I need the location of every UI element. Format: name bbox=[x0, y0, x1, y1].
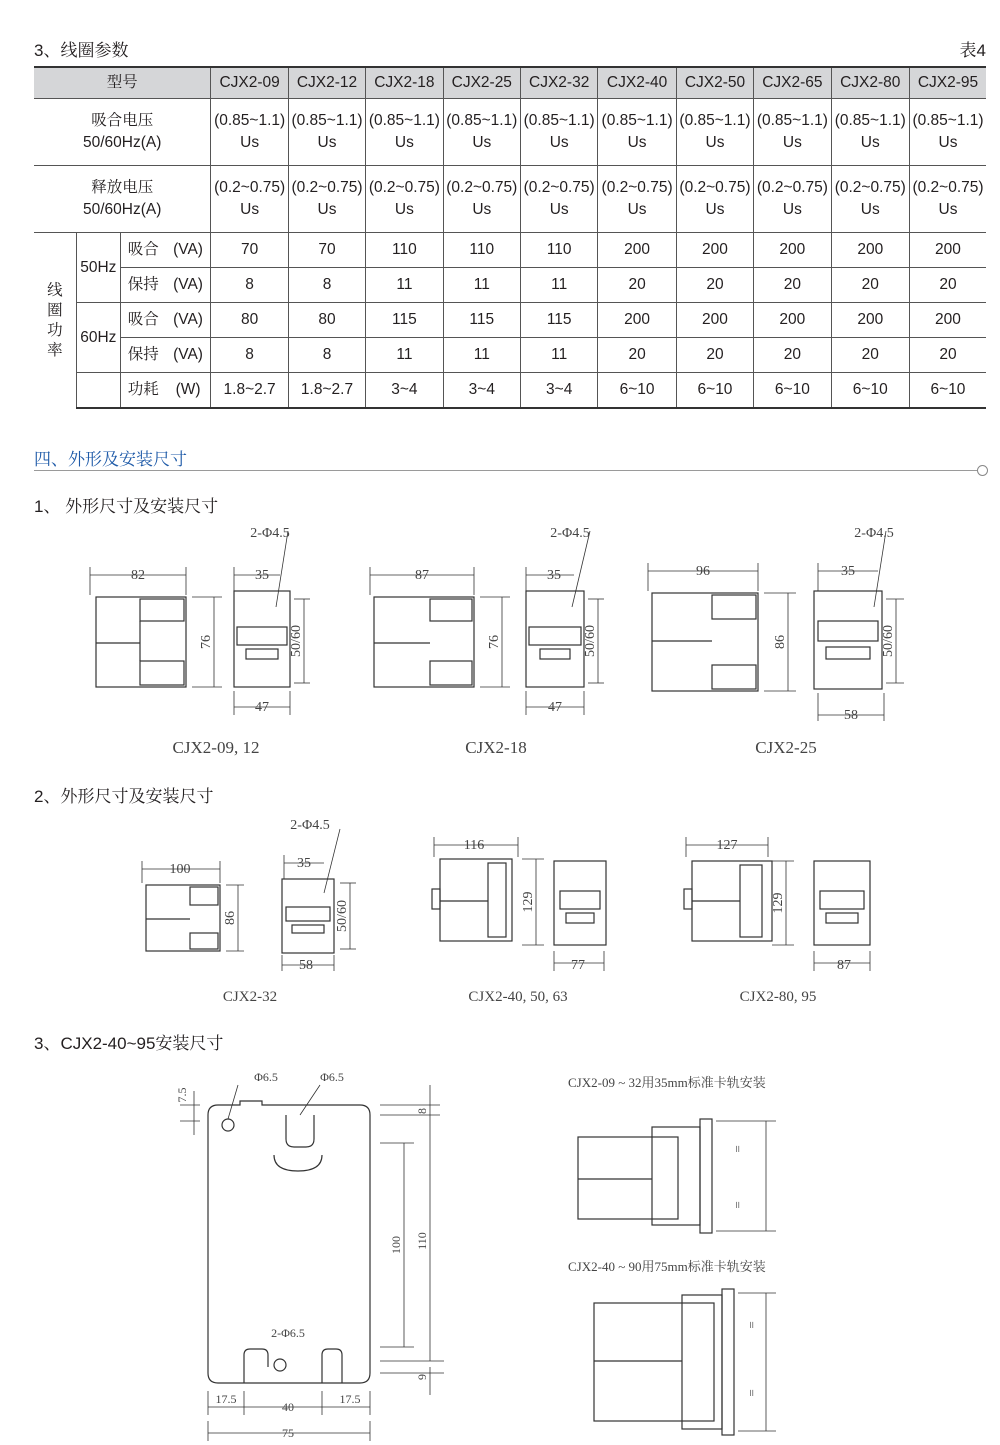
table-number: 表4 bbox=[959, 41, 986, 60]
value-cell: 20 bbox=[909, 268, 986, 303]
mounting-slot-icon bbox=[286, 1115, 314, 1147]
value-cell: 80 bbox=[211, 303, 288, 338]
value-cell: 11 bbox=[443, 338, 520, 373]
pickup-voltage-label: 吸合电压 50/60Hz(A) bbox=[34, 99, 211, 166]
model-cell: CJX2-18 bbox=[366, 67, 443, 99]
side-view-cjx2-40 bbox=[432, 859, 512, 941]
section-title: 3、线圈参数 bbox=[34, 41, 129, 60]
dim-8-label: 8 bbox=[415, 1108, 429, 1114]
dim-35-label: 35 bbox=[547, 568, 561, 583]
row-name: 功耗 bbox=[120, 373, 165, 409]
freq-50hz-label: 50Hz bbox=[76, 233, 120, 303]
equal-mark: = bbox=[730, 1145, 745, 1153]
subsection-3-title: 3、CJX2-40~95安装尺寸 bbox=[34, 1034, 224, 1053]
dim-width-label: 96 bbox=[696, 564, 710, 579]
hole-label: 2-Φ4.5 bbox=[290, 818, 330, 833]
model-cell: CJX2-50 bbox=[676, 67, 753, 99]
dim-35-label: 35 bbox=[255, 568, 269, 583]
value-cell: (0.85~1.1) Us bbox=[443, 99, 520, 166]
bottom-slot-icon bbox=[322, 1349, 342, 1383]
outline-drawings-row-2 bbox=[0, 805, 1000, 1005]
value-cell: 8 bbox=[211, 268, 288, 303]
value-cell: 6~10 bbox=[598, 373, 676, 409]
value-cell: (0.85~1.1) Us bbox=[676, 99, 753, 166]
side-view-cjx2-25 bbox=[652, 593, 758, 691]
value-cell: (0.85~1.1) Us bbox=[754, 99, 831, 166]
dim-129-label: 129 bbox=[521, 891, 536, 913]
value-cell: 200 bbox=[754, 303, 831, 338]
value-cell: 20 bbox=[909, 338, 986, 373]
value-cell: 110 bbox=[520, 233, 597, 268]
freq-60hz-label: 60Hz bbox=[76, 303, 120, 373]
value-cell: (0.2~0.75) Us bbox=[443, 166, 520, 233]
hole-label: 2-Φ4.5 bbox=[854, 526, 894, 541]
value-cell: (0.85~1.1) Us bbox=[288, 99, 365, 166]
value-cell: (0.85~1.1) Us bbox=[909, 99, 986, 166]
value-cell: 110 bbox=[443, 233, 520, 268]
dim-40-label: 40 bbox=[282, 1400, 294, 1414]
value-cell: 1.8~2.7 bbox=[288, 373, 365, 409]
outline-drawings-row-1 bbox=[0, 515, 1000, 765]
divider-end-circle-icon bbox=[977, 465, 988, 476]
dim-75-label: 75 bbox=[282, 1426, 294, 1440]
caption: CJX2-80, 95 bbox=[739, 989, 817, 1005]
value-cell: 3~4 bbox=[443, 373, 520, 409]
value-cell: 3~4 bbox=[520, 373, 597, 409]
rail-caption-75: CJX2-40 ~ 90用75mm标准卡轨安装 bbox=[568, 1259, 766, 1274]
dim-width-label: 87 bbox=[415, 568, 429, 583]
row-name: 吸合 bbox=[120, 303, 165, 338]
dim-116-label: 116 bbox=[463, 838, 485, 853]
front-view-cjx2-80 bbox=[814, 861, 870, 945]
value-cell: 80 bbox=[288, 303, 365, 338]
value-cell: 11 bbox=[520, 268, 597, 303]
caption: CJX2-40, 50, 63 bbox=[468, 989, 568, 1005]
mounting-slot-arc-icon bbox=[274, 1155, 322, 1171]
value-cell: 200 bbox=[831, 303, 909, 338]
mounting-plate bbox=[208, 1101, 370, 1383]
value-cell: 110 bbox=[366, 233, 443, 268]
dim-5060-label: 50/60 bbox=[881, 625, 896, 657]
value-cell: 200 bbox=[909, 233, 986, 268]
value-cell: 20 bbox=[754, 268, 831, 303]
coil-parameter-table bbox=[34, 66, 986, 409]
dim-129-label: 129 bbox=[771, 892, 786, 914]
phi-label: Φ6.5 bbox=[254, 1070, 278, 1084]
value-cell: (0.2~0.75) Us bbox=[754, 166, 831, 233]
front-view-cjx2-09 bbox=[234, 591, 290, 687]
caption: CJX2-32 bbox=[222, 989, 278, 1005]
value-cell: (0.2~0.75) Us bbox=[366, 166, 443, 233]
value-cell: 200 bbox=[598, 233, 676, 268]
phi-label: Φ6.5 bbox=[320, 1070, 344, 1084]
rail-caption-35: CJX2-09 ~ 32用35mm标准卡轨安装 bbox=[568, 1075, 766, 1090]
value-cell: 200 bbox=[676, 303, 753, 338]
dim-100-label: 100 bbox=[389, 1236, 403, 1254]
equal-mark: = bbox=[744, 1389, 759, 1397]
dim-87-label: 87 bbox=[837, 958, 851, 973]
equal-mark: = bbox=[730, 1201, 745, 1209]
value-cell: 11 bbox=[366, 268, 443, 303]
side-view-cjx2-18 bbox=[374, 597, 474, 687]
hole-label: 2-Φ4.5 bbox=[250, 526, 290, 541]
model-header: 型号 bbox=[34, 67, 211, 99]
caption: CJX2-09, 12 bbox=[172, 738, 260, 757]
value-cell: 70 bbox=[288, 233, 365, 268]
value-cell: 3~4 bbox=[366, 373, 443, 409]
value-cell: (0.2~0.75) Us bbox=[598, 166, 676, 233]
row-name: 保持 bbox=[120, 338, 165, 373]
value-cell: (0.2~0.75) Us bbox=[288, 166, 365, 233]
model-cell: CJX2-12 bbox=[288, 67, 365, 99]
value-cell: (0.2~0.75) Us bbox=[909, 166, 986, 233]
model-cell: CJX2-95 bbox=[909, 67, 986, 99]
dim-17-5-label: 17.5 bbox=[215, 1392, 237, 1406]
value-cell: (0.2~0.75) Us bbox=[520, 166, 597, 233]
value-cell: 115 bbox=[443, 303, 520, 338]
release-voltage-row bbox=[34, 166, 986, 233]
side-view-cjx2-32 bbox=[146, 885, 220, 951]
dim-height-label: 86 bbox=[773, 635, 788, 649]
row-unit: (W) bbox=[166, 373, 211, 409]
model-cell: CJX2-25 bbox=[443, 67, 520, 99]
dim-7-5-label: 7.5 bbox=[175, 1087, 189, 1103]
value-cell: 20 bbox=[676, 338, 753, 373]
value-cell: 6~10 bbox=[754, 373, 831, 409]
dim-9-label: 9 bbox=[415, 1374, 429, 1380]
value-cell: (0.2~0.75) Us bbox=[831, 166, 909, 233]
front-view-cjx2-25 bbox=[814, 591, 882, 689]
row-name: 吸合 bbox=[120, 233, 165, 268]
value-cell: 20 bbox=[754, 338, 831, 373]
dim-100-label: 100 bbox=[169, 862, 191, 877]
subsection-1-title: 1、 外形尺寸及安装尺寸 bbox=[34, 497, 219, 516]
dim-5060-label: 50/60 bbox=[289, 625, 304, 657]
value-cell: 6~10 bbox=[909, 373, 986, 409]
value-cell: 115 bbox=[520, 303, 597, 338]
row-unit: (VA) bbox=[166, 233, 211, 268]
value-cell: (0.85~1.1) Us bbox=[211, 99, 288, 166]
dim-35-label: 35 bbox=[297, 856, 311, 871]
row-name: 保持 bbox=[120, 268, 165, 303]
dim-86-label: 86 bbox=[223, 911, 238, 925]
mounting-drawings bbox=[0, 1055, 1000, 1445]
model-cell: CJX2-32 bbox=[520, 67, 597, 99]
rail-mount-75mm bbox=[594, 1289, 734, 1435]
dim-47-label: 47 bbox=[255, 700, 269, 715]
rail-mount-35mm bbox=[578, 1119, 712, 1233]
value-cell: 8 bbox=[288, 338, 365, 373]
dim-58-label: 58 bbox=[844, 708, 858, 723]
front-view-cjx2-18 bbox=[526, 591, 584, 687]
value-cell: 20 bbox=[598, 268, 676, 303]
equal-mark: = bbox=[744, 1321, 759, 1329]
coil-power-label: 线 圈 功 率 bbox=[34, 233, 76, 409]
value-cell: 200 bbox=[598, 303, 676, 338]
bottom-slot-icon bbox=[244, 1349, 268, 1383]
value-cell: (0.2~0.75) Us bbox=[676, 166, 753, 233]
release-voltage-label: 释放电压 50/60Hz(A) bbox=[34, 166, 211, 233]
mounting-hole-icon bbox=[274, 1359, 286, 1371]
value-cell: 20 bbox=[676, 268, 753, 303]
value-cell: 6~10 bbox=[676, 373, 753, 409]
model-cell: CJX2-65 bbox=[754, 67, 831, 99]
dim-height-label: 76 bbox=[199, 635, 214, 649]
front-view-cjx2-40 bbox=[554, 861, 606, 945]
value-cell: 6~10 bbox=[831, 373, 909, 409]
dim-47-label: 47 bbox=[548, 700, 562, 715]
value-cell: (0.85~1.1) Us bbox=[366, 99, 443, 166]
value-cell: 8 bbox=[288, 268, 365, 303]
dim-58-label: 58 bbox=[299, 958, 313, 973]
value-cell: 11 bbox=[520, 338, 597, 373]
section-divider bbox=[34, 470, 978, 471]
value-cell: 200 bbox=[754, 233, 831, 268]
value-cell: (0.85~1.1) Us bbox=[831, 99, 909, 166]
dim-127-label: 127 bbox=[716, 838, 738, 853]
value-cell: 11 bbox=[366, 338, 443, 373]
front-view-cjx2-32 bbox=[282, 879, 334, 953]
caption: CJX2-25 bbox=[755, 738, 817, 757]
side-view-cjx2-09 bbox=[96, 597, 186, 687]
dim-5060-label: 50/60 bbox=[583, 625, 598, 657]
dim-17-5-label: 17.5 bbox=[339, 1392, 361, 1406]
dim-5060-label: 50/60 bbox=[335, 900, 350, 932]
value-cell: 115 bbox=[366, 303, 443, 338]
side-view-cjx2-80 bbox=[684, 861, 772, 941]
section4-title: 四、外形及安装尺寸 bbox=[34, 450, 187, 469]
row-unit: (VA) bbox=[166, 303, 211, 338]
model-cell: CJX2-40 bbox=[598, 67, 676, 99]
value-cell: 200 bbox=[676, 233, 753, 268]
dim-width-label: 82 bbox=[131, 568, 145, 583]
dim-77-label: 77 bbox=[571, 958, 585, 973]
empty-cell bbox=[76, 373, 120, 409]
model-cell: CJX2-09 bbox=[211, 67, 288, 99]
value-cell: 20 bbox=[831, 268, 909, 303]
value-cell: (0.2~0.75) Us bbox=[211, 166, 288, 233]
subsection-2-title: 2、外形尺寸及安装尺寸 bbox=[34, 787, 214, 806]
pickup-voltage-row bbox=[34, 99, 986, 166]
hole-label: 2-Φ6.5 bbox=[271, 1326, 305, 1340]
model-cell: CJX2-80 bbox=[831, 67, 909, 99]
value-cell: 20 bbox=[831, 338, 909, 373]
value-cell: 200 bbox=[831, 233, 909, 268]
value-cell: 20 bbox=[598, 338, 676, 373]
value-cell: 1.8~2.7 bbox=[211, 373, 288, 409]
value-cell: (0.85~1.1) Us bbox=[598, 99, 676, 166]
dim-110-label: 110 bbox=[415, 1232, 429, 1250]
value-cell: 11 bbox=[443, 268, 520, 303]
value-cell: 70 bbox=[211, 233, 288, 268]
value-cell: 8 bbox=[211, 338, 288, 373]
mounting-hole-icon bbox=[222, 1119, 234, 1131]
value-cell: (0.85~1.1) Us bbox=[520, 99, 597, 166]
row-unit: (VA) bbox=[166, 268, 211, 303]
caption: CJX2-18 bbox=[465, 738, 527, 757]
dim-height-label: 76 bbox=[487, 635, 502, 649]
value-cell: 200 bbox=[909, 303, 986, 338]
hole-label: 2-Φ4.5 bbox=[550, 526, 590, 541]
dim-35-label: 35 bbox=[841, 564, 855, 579]
row-unit: (VA) bbox=[166, 338, 211, 373]
